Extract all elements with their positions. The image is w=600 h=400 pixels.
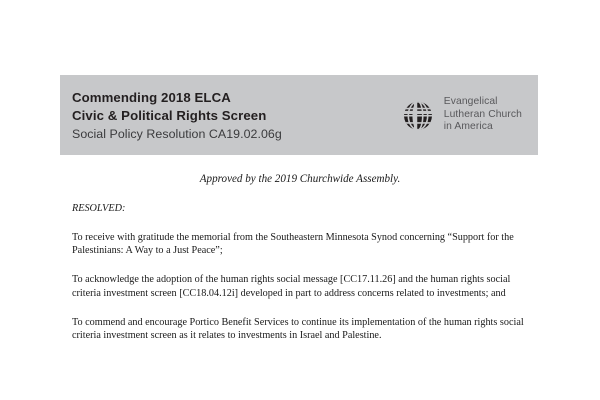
page-title-line-2: Civic & Political Rights Screen [72,107,267,123]
document-header-band [60,75,538,155]
elca-globe-cross-icon [399,96,437,134]
page-subtitle: Social Policy Resolution CA19.02.06g [72,127,282,141]
elca-wordmark-line-1: Evangelical [443,96,498,108]
elca-wordmark-line-3: in America [443,121,493,133]
header-title-group [72,87,282,143]
resolution-clause: To commend and encourage Portico Benefit Services to continue its implementation of the human rights social criteria investment screen as it relates to investments in Israel and Palestine. [72,316,524,342]
resolved-label: RESOLVED: [72,203,126,214]
resolution-clause: To receive with gratitude the memorial from the Southeastern Minnesota Synod concerning “Support for the Palestinians: A Way to a Just Peace”; [72,232,514,257]
resolution-clause: To acknowledge the adoption of the human rights social message [CC17.11.26] and the human rights social criteria investment screen [CC18.04.12i] developed in part to address concerns related to investments; and [72,274,511,299]
document-body [72,172,528,342]
elca-logo [399,96,524,134]
page-title-line-1: Commending 2018 ELCA [72,90,231,105]
approval-statement: Approved by the 2019 Churchwide Assembly. [199,173,401,185]
elca-wordmark-line-2: Lutheran Church [443,108,522,120]
elca-wordmark [444,96,522,133]
